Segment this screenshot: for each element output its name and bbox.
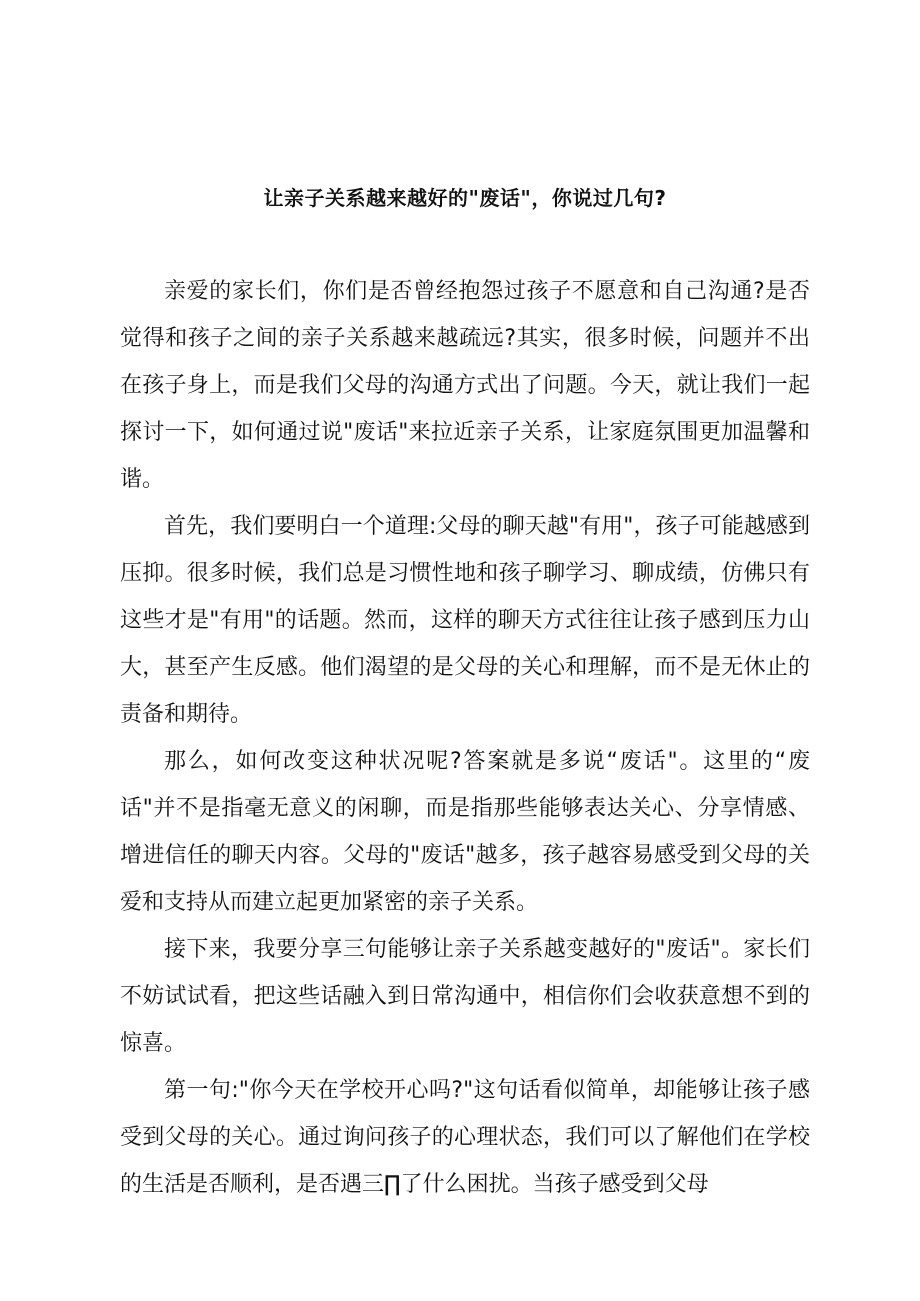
paragraph-4: 接下来，我要分享三句能够让亲子关系越变越好的"废话"。家长们不妨试试看，把这些话融入到日常沟通中，相信你们会收获意想不到的惊喜。	[120, 937, 810, 1056]
document-title: 让亲子关系越来越好的"废话"，你说过几句?	[263, 186, 667, 210]
paragraph-3: 那么，如何改变这种状况呢?答案就是多说“废话"。这里的“废话"并不是指毫无意义的闲聊，而是指那些能够表达关心、分享情感、增进信任的聊天内容。父母的"废话"越多，孩子越容易感受到父母的关爱和支持从而建立起更加紧密的亲子关系。	[120, 749, 810, 915]
paragraph-5: 第一句:"你今天在学校开心吗?"这句话看似简单，却能够让孩子感受到父母的关心。通过询问孩子的心理状态，我们可以了解他们在学校的生活是否顺利，是否遇三∏了什么困扰。当孩子感受到父母	[120, 1078, 810, 1197]
paragraph-1: 亲爱的家长们，你们是否曾经抱怨过孩子不愿意和自己沟通?是否觉得和孩子之间的亲子关系越来越疏远?其实，很多时候，问题并不出在孩子身上，而是我们父母的沟通方式出了问题。今天，就让我们一起探讨一下，如何通过说"废话"来拉近亲子关系，让家庭氛围更加温馨和谐。	[120, 279, 810, 492]
paragraph-2: 首先，我们要明白一个道理:父母的聊天越"有用"，孩子可能越感到压抑。很多时候，我们总是习惯性地和孩子聊学习、聊成绩，仿佛只有这些才是"有用"的话题。然而，这样的聊天方式往往让孩子感到压力山大，甚至产生反感。他们渴望的是父母的关心和理解，而不是无休止的责备和期待。	[120, 514, 810, 727]
document-body	[120, 268, 810, 1208]
